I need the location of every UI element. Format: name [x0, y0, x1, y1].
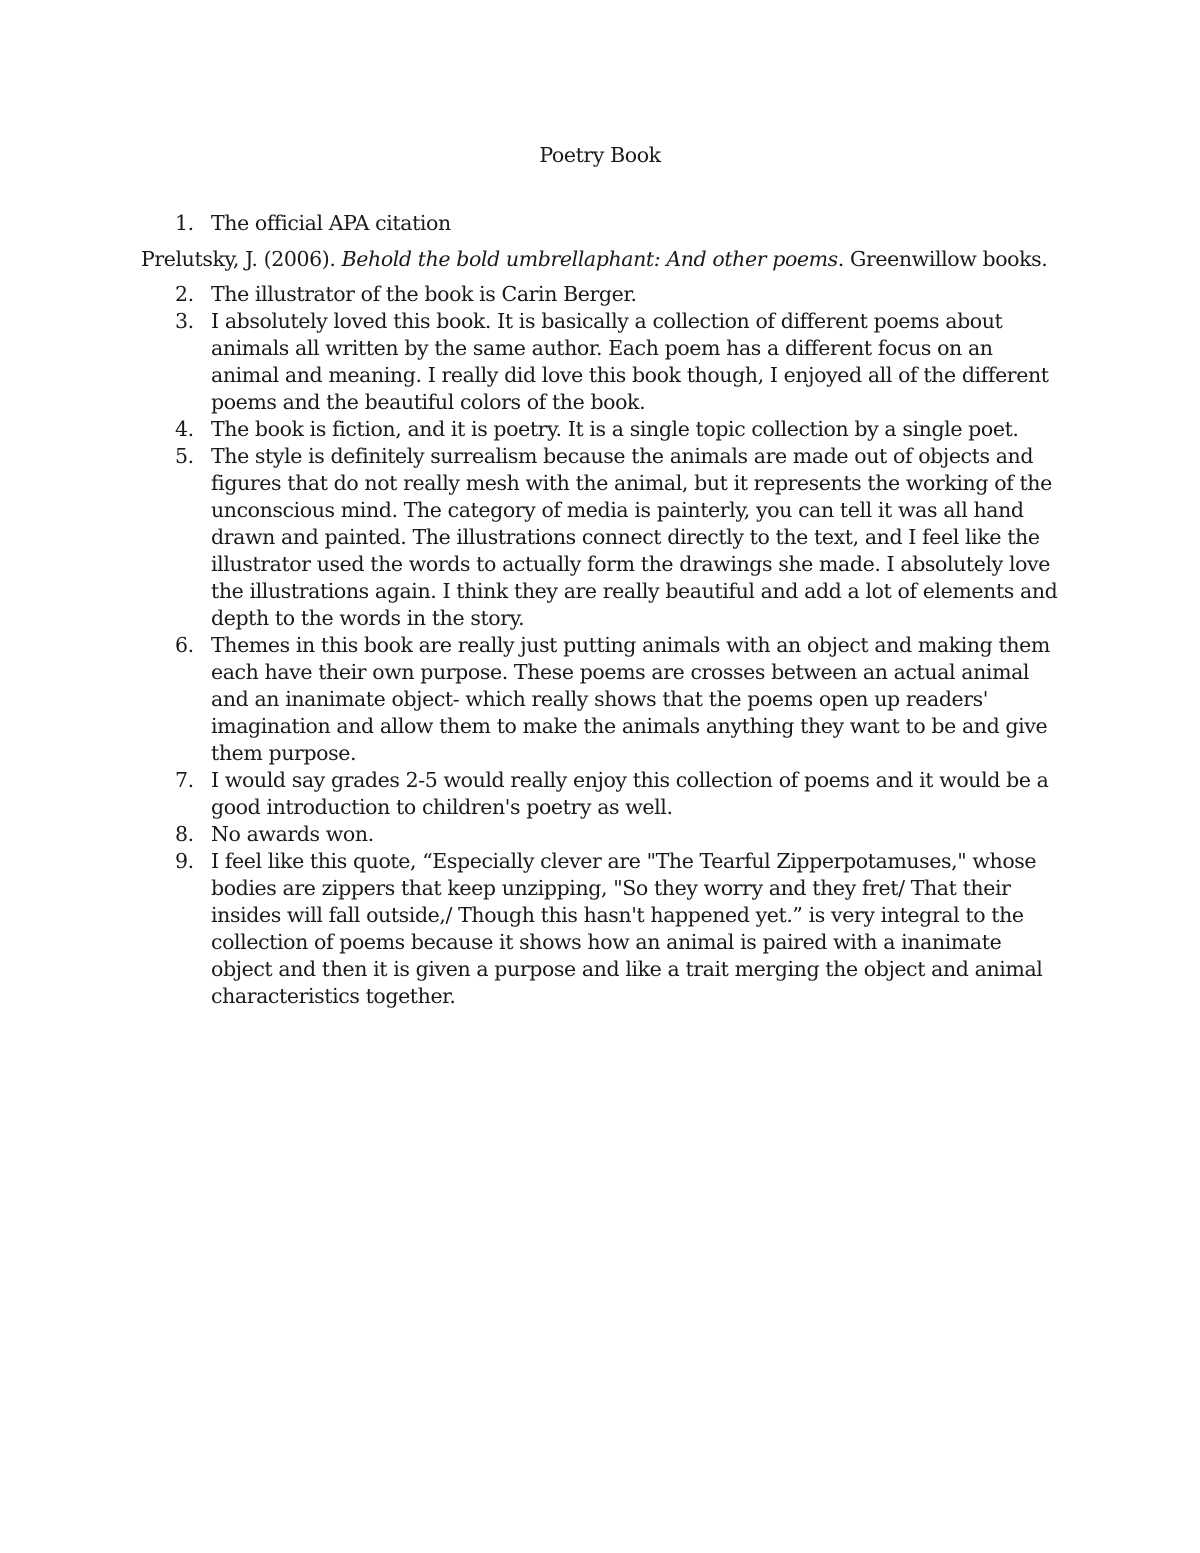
numbered-list-part-one	[0, 210, 1061, 237]
list-item-text: I absolutely loved this book. It is basically a collection of different poems about animals all written by the same author. Each poem has a different focus on an animal and meaning. I really did love this book though, I enjoyed all of the different poems and the beautiful colors of the book.	[211, 309, 1049, 414]
list-item-number: 2.	[175, 282, 194, 306]
list-item-number: 3.	[175, 309, 194, 333]
apa-citation	[141, 246, 1047, 273]
list-item-text: I feel like this quote, “Especially clever are "The Tearful Zipperpotamuses," whose bodies are zippers that keep unzipping, "So they worry and they fret/ That their insides will fall outside,/ Though this hasn't happened yet.” is very integral to the collection of poems because it shows how an animal is paired with a inanimate object and then it is given a purpose and like a trait merging the object and animal characteristics together.	[211, 849, 1043, 1008]
list-item-number: 9.	[175, 849, 194, 873]
list-item	[0, 632, 1061, 767]
list-item	[0, 210, 1061, 237]
list-item-text: The official APA citation	[211, 211, 451, 235]
list-item-text: No awards won.	[211, 822, 374, 846]
list-item-text: The style is definitely surrealism because the animals are made out of objects and figures that do not really mesh with the animal, but it represents the working of the unconscious mind. The category of media is painterly, you can tell it was all hand drawn and painted. The illustrations connect directly to the text, and I feel like the illustrator used the words to actually form the drawings she made. I absolutely love the illustrations again. I think they are really beautiful and add a lot of elements and depth to the words in the story.	[211, 444, 1058, 630]
list-item	[0, 416, 1061, 443]
list-item	[0, 443, 1061, 632]
page-title: Poetry Book	[539, 143, 661, 167]
list-item	[0, 281, 1061, 308]
list-item	[0, 821, 1061, 848]
list-item-number: 6.	[175, 633, 194, 657]
list-item-text: The book is fiction, and it is poetry. It is a single topic collection by a single poet.	[211, 417, 1019, 441]
list-item	[0, 308, 1061, 416]
list-item-number: 1.	[175, 211, 194, 235]
list-item	[0, 767, 1061, 821]
citation-book-title: Behold the bold umbrellaphant: And other poems	[341, 247, 838, 271]
list-item-number: 8.	[175, 822, 194, 846]
citation-publisher: . Greenwillow books.	[837, 247, 1048, 271]
list-item-number: 5.	[175, 444, 194, 468]
list-item-text: The illustrator of the book is Carin Berger.	[211, 282, 637, 306]
list-item-number: 4.	[175, 417, 194, 441]
list-item	[0, 848, 1061, 1010]
list-item-text: Themes in this book are really just putting animals with an object and making them each have their own purpose. These poems are crosses between an actual animal and an inanimate object- which really shows that the poems open up readers' imagination and allow them to make the animals anything they want to be and give them purpose.	[211, 633, 1050, 765]
list-item-text: I would say grades 2-5 would really enjoy this collection of poems and it would be a good introduction to children's poetry as well.	[211, 768, 1049, 819]
list-item-number: 7.	[175, 768, 194, 792]
numbered-list-part-two	[0, 281, 1061, 1010]
citation-author-year: Prelutsky, J. (2006).	[141, 247, 342, 271]
